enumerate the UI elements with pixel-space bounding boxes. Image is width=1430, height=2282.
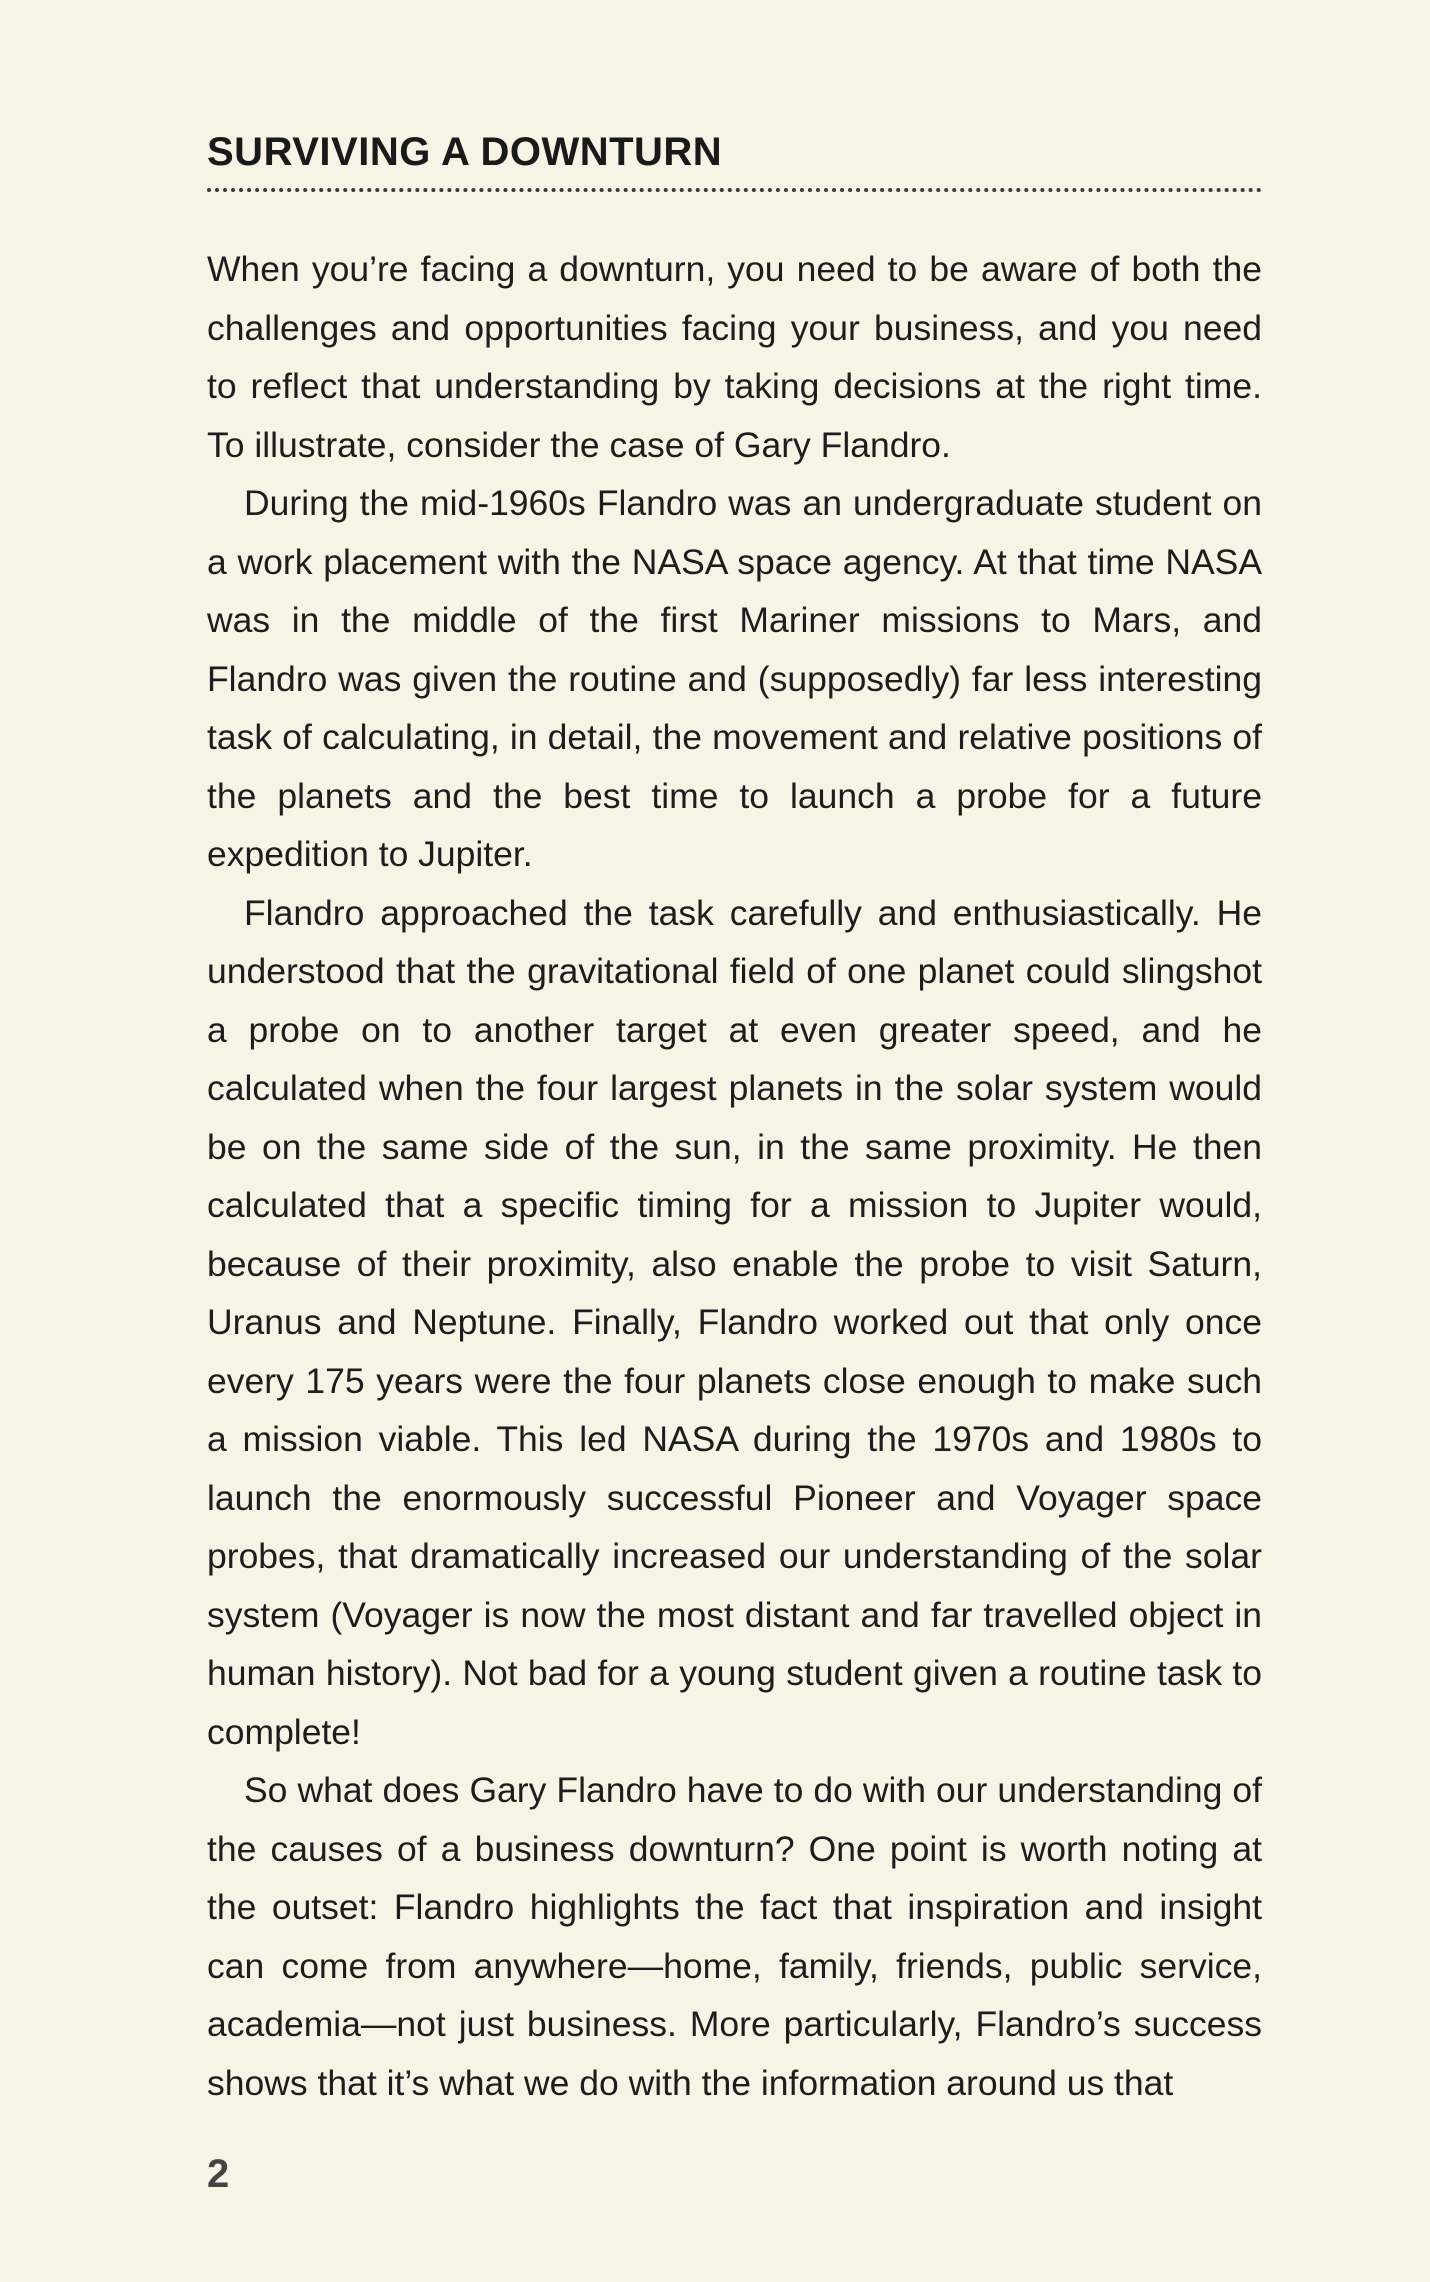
paragraph: Flandro approached the task carefully and enthusiastically. He understood that the gravitational field of one planet could slingshot a probe on to another target at even greater speed, and he calculated when the four largest planets in the solar system would be on the same side of the sun, in the same proximity. He then calculated that a specific timing for a mission to Jupiter would, because of their proximity, also enable the probe to visit Saturn, Uranus and Neptune. Finally, Flandro worked out that only once every 175 years were the four planets close enough to make such a mission viable. This led NASA during the 1970s and 1980s to launch the enormously successful Pioneer and Voyager space probes, that dramatically increased our understanding of the solar system (Voyager is now the most distant and far travelled object in human history). Not bad for a young student given a routine task to complete! [207, 892, 1262, 1752]
running-head: SURVIVING A DOWNTURN [207, 130, 723, 174]
book-page [207, 130, 1262, 2240]
paragraph: When you’re facing a downturn, you need to be aware of both the challenges and opportunities facing your business, and you need to reflect that understanding by taking decisions at the right time. To illustrate, consider the case of Gary Flandro. [207, 249, 1262, 465]
header-dotted-rule [207, 188, 1262, 192]
page-number: 2 [207, 2152, 230, 2196]
body-text [207, 240, 1262, 2112]
paragraph: During the mid-1960s Flandro was an undergraduate student on a work placement with the NASA space agency. At that time NASA was in the middle of the first Mariner missions to Mars, and Flandro was given the routine and (supposedly) far less interesting task of calculating, in detail, the movement and relative positions of the planets and the best time to launch a probe for a future expedition to Jupiter. [207, 483, 1262, 874]
paragraph: So what does Gary Flandro have to do with our understanding of the causes of a business downturn? One point is worth noting at the outset: Flandro highlights the fact that inspiration and insight can come from anywhere—home, family, friends, public service, academia—not just business. More particularly, Flandro’s success shows that it’s what we do with the information around us that [207, 1770, 1262, 2103]
